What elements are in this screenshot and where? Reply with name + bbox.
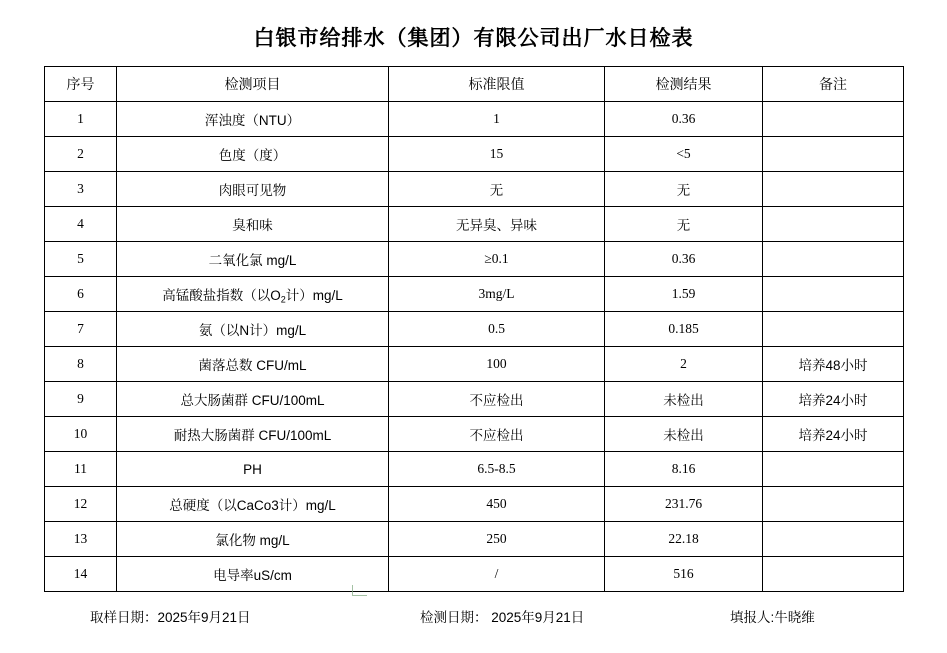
table-body: [45, 102, 904, 592]
cell-result: 未检出: [605, 382, 763, 417]
cell-note: [763, 557, 904, 592]
cell-note: [763, 277, 904, 312]
cell-limit: 0.5: [389, 312, 605, 347]
cell-limit: 6.5-8.5: [389, 452, 605, 487]
cell-result: 22.18: [605, 522, 763, 557]
page-title: 白银市给排水（集团）有限公司出厂水日检表: [253, 27, 694, 50]
cell-item: 菌落总数 CFU/mL: [117, 347, 389, 382]
table-row: [45, 347, 904, 382]
table-row: [45, 277, 904, 312]
cell-item: PH: [117, 452, 389, 487]
header-cell-note: 备注: [763, 67, 904, 102]
table-row: [45, 102, 904, 137]
header-cell-result: 检测结果: [605, 67, 763, 102]
cell-limit: 450: [389, 487, 605, 522]
cell-result: 无: [605, 172, 763, 207]
cell-item: 肉眼可见物: [117, 172, 389, 207]
table-row: [45, 557, 904, 592]
table-container: [0, 66, 947, 592]
table-header: [45, 67, 904, 102]
cell-note: [763, 452, 904, 487]
cell-result: 8.16: [605, 452, 763, 487]
cell-note: [763, 312, 904, 347]
cell-no: 2: [45, 137, 117, 172]
cell-item: 色度（度）: [117, 137, 389, 172]
table-header-row: [45, 67, 904, 102]
cell-limit: 3mg/L: [389, 277, 605, 312]
table-row: [45, 522, 904, 557]
cell-note: [763, 137, 904, 172]
table-row: [45, 207, 904, 242]
cell-limit: 无异臭、异味: [389, 207, 605, 242]
cell-no: 7: [45, 312, 117, 347]
cell-limit: /: [389, 557, 605, 592]
cell-result: 未检出: [605, 417, 763, 452]
cell-item: 电导率uS/cm: [117, 557, 389, 592]
cell-no: 13: [45, 522, 117, 557]
cell-limit: 1: [389, 102, 605, 137]
table-row: [45, 417, 904, 452]
header-cell-item: 检测项目: [117, 67, 389, 102]
report-footer: [0, 592, 947, 626]
cell-item: 总硬度（以CaCo3计）mg/L: [117, 487, 389, 522]
cell-result: 1.59: [605, 277, 763, 312]
cell-limit: 不应检出: [389, 417, 605, 452]
cell-result: 0.36: [605, 102, 763, 137]
cell-note: 培养24小时: [763, 382, 904, 417]
cell-no: 9: [45, 382, 117, 417]
sampling-date: 取样日期：2025年9月21日: [90, 610, 251, 625]
cell-note: [763, 207, 904, 242]
table-row: [45, 487, 904, 522]
cell-result: 231.76: [605, 487, 763, 522]
cell-result: 0.185: [605, 312, 763, 347]
cell-no: 1: [45, 102, 117, 137]
cell-no: 8: [45, 347, 117, 382]
table-row: [45, 242, 904, 277]
cell-note: [763, 487, 904, 522]
table-row: [45, 312, 904, 347]
cell-result: 0.36: [605, 242, 763, 277]
cell-limit: 250: [389, 522, 605, 557]
cell-item: 总大肠菌群 CFU/100mL: [117, 382, 389, 417]
table-row: [45, 452, 904, 487]
cell-item: 氨（以N计）mg/L: [117, 312, 389, 347]
table-row: [45, 382, 904, 417]
cell-note: [763, 172, 904, 207]
table-row: [45, 172, 904, 207]
cell-limit: 无: [389, 172, 605, 207]
test-date: 检测日期： 2025年9月21日: [420, 610, 585, 625]
cell-item: 高锰酸盐指数（以$O_2$计）mg/L: [117, 277, 389, 312]
cell-limit: 100: [389, 347, 605, 382]
filled-by: 填报人:牛晓维: [730, 610, 815, 625]
cell-no: 5: [45, 242, 117, 277]
cell-note: 培养48小时: [763, 347, 904, 382]
cell-result: 516: [605, 557, 763, 592]
cell-item: 耐热大肠菌群 CFU/100mL: [117, 417, 389, 452]
cell-no: 10: [45, 417, 117, 452]
cell-result: <5: [605, 137, 763, 172]
cell-no: 12: [45, 487, 117, 522]
cell-no: 3: [45, 172, 117, 207]
cell-item: 氯化物 mg/L: [117, 522, 389, 557]
header-cell-limit: 标准限值: [389, 67, 605, 102]
cell-no: 14: [45, 557, 117, 592]
cell-limit: 15: [389, 137, 605, 172]
cell-limit: 不应检出: [389, 382, 605, 417]
cell-limit: ≥0.1: [389, 242, 605, 277]
cell-note: [763, 242, 904, 277]
cell-no: 6: [45, 277, 117, 312]
cell-result: 2: [605, 347, 763, 382]
cell-note: 培养24小时: [763, 417, 904, 452]
cell-note: [763, 522, 904, 557]
cell-item: 浑浊度（NTU）: [117, 102, 389, 137]
cell-no: 4: [45, 207, 117, 242]
cell-note: [763, 102, 904, 137]
cell-result: 无: [605, 207, 763, 242]
cell-item: 臭和味: [117, 207, 389, 242]
cell-no: 11: [45, 452, 117, 487]
water-quality-table: [44, 66, 904, 592]
table-row: [45, 137, 904, 172]
cell-item: 二氧化氯 mg/L: [117, 242, 389, 277]
header-cell-no: 序号: [45, 67, 117, 102]
page-mark-icon: [352, 585, 367, 596]
